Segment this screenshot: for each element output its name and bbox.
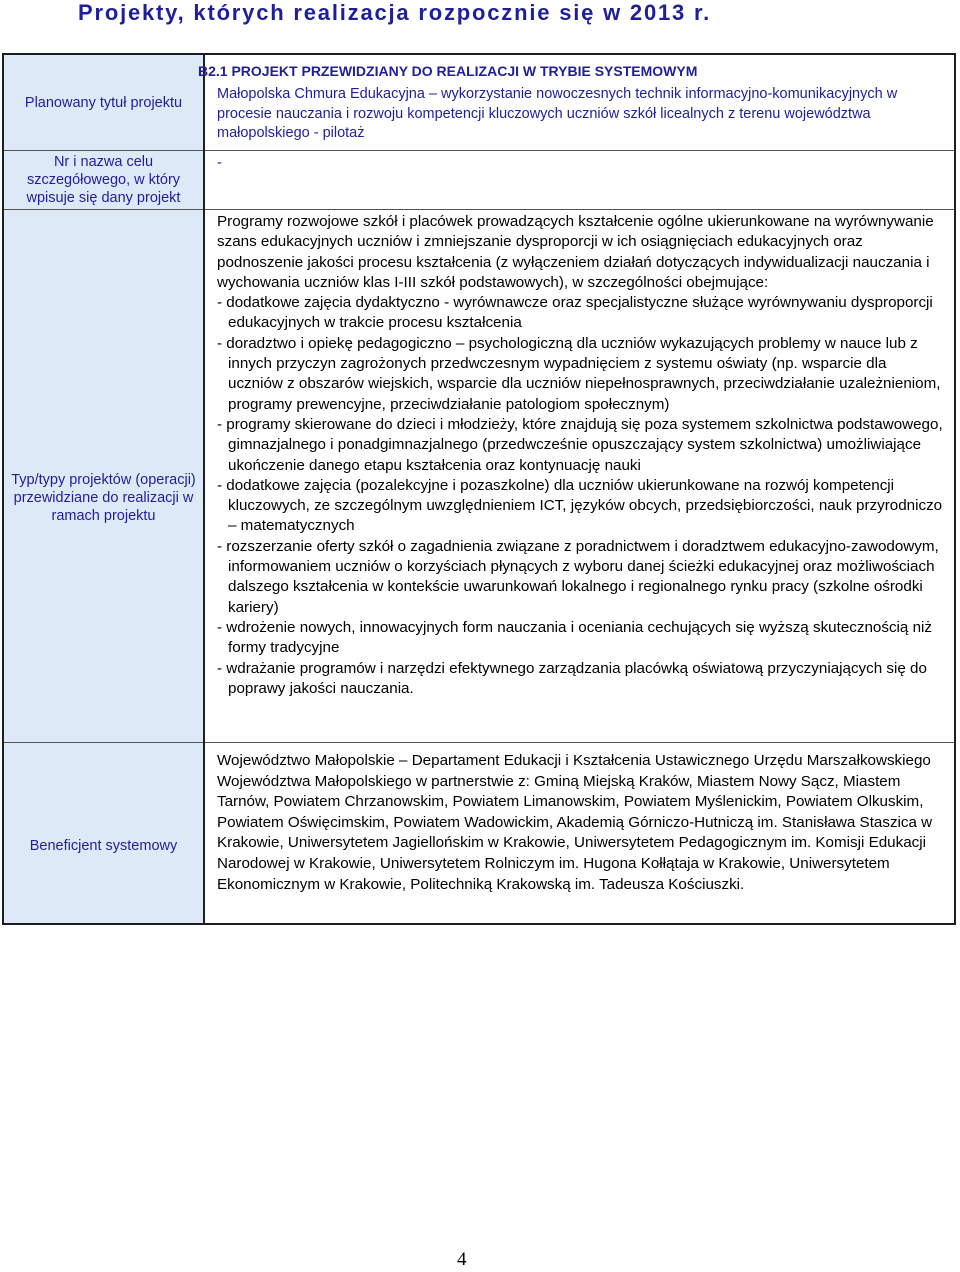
content-column bbox=[198, 55, 954, 923]
types-item: - doradztwo i opiekę pedagogiczno – psychologiczną dla uczniów wykazujących problemy w nauce lub z innych przyczyn zagrożonych przedwczesnym wypadnięciem z systemu oświaty (np. wsparcie dla uczniów z obszarów wiejskich, wsparcie dla uczniów niepełnosprawnych, przeciwdziałanie uzależnieniom, programy prewencyjne, przeciwdziałanie patologiom społecznym) bbox=[217, 334, 941, 413]
beneficiary-cell bbox=[205, 743, 954, 923]
project-title-cell bbox=[198, 55, 954, 151]
types-cell bbox=[205, 210, 954, 743]
section-code: B2.1 PROJEKT PRZEWIDZIANY DO REALIZACJI W TRYBIE SYSTEMOWYM bbox=[198, 63, 698, 79]
beneficiary-label bbox=[4, 743, 203, 923]
label-column bbox=[4, 55, 205, 923]
project-table bbox=[2, 53, 956, 925]
types-item: - programy skierowane do dzieci i młodzieży, które znajdują się poza systemem szkolnictwa podstawowego, gimnazjalnego i ponadgimnazjalnego (przedwcześnie opuszczający system szkolnictwa) umożliwiające ukończenie danego etapu kształcenia oraz kontynuację nauki bbox=[217, 415, 943, 474]
beneficiary-label-text: Beneficjent systemowy bbox=[29, 838, 178, 854]
planned-title-label-text: Planowany tytuł projektu bbox=[24, 94, 183, 111]
types-label-text: Typ/typy projektów (operacji) przewidziane do realizacji w ramach projektu bbox=[11, 472, 196, 524]
types-item: - wdrażanie programów i narzędzi efektywnego zarządzania placówką oświatową przyczyniających się do poprawy jakości nauczania. bbox=[217, 659, 927, 697]
goal-cell bbox=[205, 151, 954, 210]
project-types bbox=[217, 212, 945, 699]
types-intro: Programy rozwojowe szkół i placówek prowadzących kształcenie ogólne ukierunkowane na wyrównywanie szans edukacyjnych uczniów i zmniejszanie dysproporcji w ich osiągnięciach edukacyjnych oraz podnoszenie jakości procesu kształcenia (z wyłączeniem działań dotyczących indywidualizacji nauczania i wychowania uczniów klas I-III szkół podstawowych), w szczególności obejmujące: bbox=[217, 213, 934, 291]
types-item: - rozszerzanie oferty szkół o zagadnienia związane z poradnictwem i doradztwem edukacyjno-zawodowym, informowaniem uczniów o korzyściach płynących z wyboru danej ścieżki edukacyjnej oraz możliwościach dalszego kształcenia w kontekście uwarunkowań lokalnego i regionalnego rynku pracy (szkolne ośrodki kariery) bbox=[217, 537, 939, 616]
goal-label bbox=[4, 151, 203, 210]
goal-label-text: Nr i nazwa celu szczegółowego, w który wpisuje się dany projekt bbox=[26, 154, 181, 206]
types-item: - dodatkowe zajęcia dydaktyczno - wyrównawcze oraz specjalistyczne służące wyrównywaniu dysproporcji edukacyjnych w trakcie procesu kształcenia bbox=[217, 294, 933, 332]
types-label bbox=[4, 210, 203, 743]
page-title: Projekty, których realizacja rozpocznie się w 2013 r. bbox=[78, 0, 712, 25]
types-item: - wdrożenie nowych, innowacyjnych form nauczania i oceniania cechujących się wyższą skutecznością niż formy tradycyjne bbox=[217, 618, 932, 657]
types-item: - dodatkowe zajęcia (pozalekcyjne i pozaszkolne) dla uczniów ukierunkowane na rozwój kompetencji kluczowych, ze szczególnym uwzględnieniem ICT, języków obcych, przedsiębiorczości, nauk przyrodniczo – matematycznych bbox=[217, 476, 943, 535]
beneficiary-value: Województwo Małopolskie – Departament Edukacji i Kształcenia Ustawicznego Urzędu Marszałkowskiego Województwa Małopolskiego w partnerstwie z: Gminą Miejską Kraków, Miastem Nowy Sącz, Miastem Tarnów, Powiatem Chrzanowskim, Powiatem Limanowskim, Powiatem Myślenickim, Powiatem Olkuskim, Powiatem Oświęcimskim, Powiatem Wadowickim, Akademią Górniczo-Hutniczą im. Stanisława Staszica w Krakowie, Uniwersytetem Jagiellońskim w Krakowie, Uniwersytetem Pedagogicznym im. Komisji Edukacji Narodowej w Krakowie, Uniwersytetem Rolniczym im. Hugona Kołłątaja w Krakowie, Uniwersytetem Ekonomicznym w Krakowie, Politechniką Krakowską im. Tadeusza Kościuszki. bbox=[217, 752, 933, 893]
goal-value: - bbox=[217, 155, 222, 171]
planned-title-label bbox=[4, 55, 203, 151]
page-number: 4 bbox=[457, 1249, 467, 1270]
project-title: Małopolska Chmura Edukacyjna – wykorzystanie nowoczesnych technik informacyjno-komunikacyjnych w procesie nauczania i rozwoju kompetencji kluczowych uczniów szkół licealnych z terenu województwa małopolskiego - pilotaż bbox=[217, 86, 898, 141]
